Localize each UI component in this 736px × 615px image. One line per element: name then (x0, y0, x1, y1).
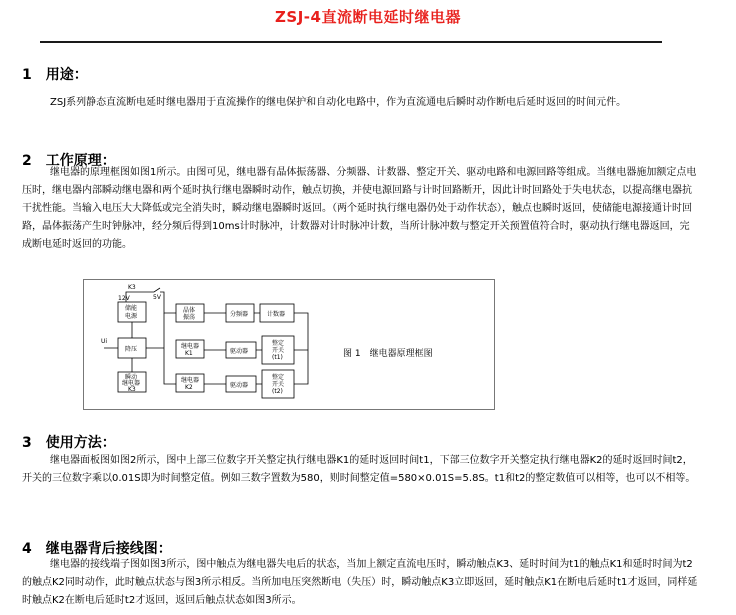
diagram-label-storage-1: 储能 (125, 305, 138, 312)
section-2-heading: 2 工作原理： (22, 153, 116, 169)
section-4-body: 继电器的接线端子图如图3所示，图中触点为继电器失电后的状态，当加上额定直流电压时，瞬动触点K3、延时时间为t1的触点K1和延时时间为t2的触点K2同时动作，此时触点状态与图3所示相反。当所加电压突然断电（失压）时，瞬动触点K3立即返回，延时触点K1在断电后延时t1才返回，同样延时触点K2在断电后延时t2才返回，返回后触点状态如图3所示。 (22, 559, 698, 606)
diagram-label-set1-1: 整定 (272, 340, 285, 347)
section-1-heading: 1 用途： (22, 67, 88, 83)
diagram-label-set2-3: (t2) (272, 388, 283, 395)
diagram-label-5v: 5V (153, 294, 161, 301)
diagram-label-k1-1: 继电器 (181, 343, 200, 350)
section-3-body: 继电器面板图如图2所示，图中上部三位数字开关整定执行继电器K1的延时返回时间t1，下部三位数字开关整定执行继电器K2的延时返回时间t2，开关的三位数字乘以0.01S即为时间整定值。例如三数字置数为580，则时间整定值=580×0.01S=5.8S。t1和t2的整定数值可以相等，也可以不相等。 (22, 455, 696, 484)
figure-1-caption: 图 1 继电器原理框图 (343, 349, 433, 359)
diagram-label-crystal-1: 晶体 (183, 307, 196, 314)
diagram-label-k2-2: K2 (185, 384, 193, 391)
diagram-label-set2-2: 开关 (272, 381, 285, 388)
diagram-label-instant-1: 瞬动 (125, 374, 138, 381)
diagram-label-storage-2: 电源 (125, 313, 138, 320)
diagram-label-12v: 12V (118, 295, 130, 302)
title-rule (40, 41, 662, 43)
diagram-label-drive2: 驱动器 (230, 382, 249, 389)
diagram-label-counter: 计数器 (267, 311, 286, 318)
diagram-label-drive1: 驱动器 (230, 348, 249, 355)
section-4-heading: 4 继电器背后接线图： (22, 541, 172, 557)
diagram-label-divider: 分频器 (230, 311, 249, 318)
diagram-label-k3: K3 (128, 284, 136, 291)
diagram-label-instant-3: K3 (128, 386, 136, 393)
section-3-heading: 3 使用方法： (22, 435, 116, 451)
diagram-label-k2-1: 继电器 (181, 377, 200, 384)
diagram-label-instant-2: 继电器 (122, 380, 141, 387)
diagram-label-crystal-2: 振荡 (183, 314, 196, 321)
section-2-body: 继电器的原理框图如图1所示。由图可见，继电器有晶体振荡器、分频器、计数器、整定开关、驱动电路和电源回路等组成。当继电器施加额定点电压时，继电器内部瞬动继电器和两个延时执行继电器瞬时动作，触点切换，并使电源回路与计时回路断开，因此计时回路处于失电状态，以提高继电器抗干扰性能。当输入电压大大降低或完全消失时，瞬动继电器瞬时返回。（两个延时执行继电器仍处于动作状态），触点也瞬时返回，使储能电源接通计时回路，晶体振荡产生时钟脉冲，经分频后得到10ms计时脉冲，计数器对计时脉冲计数，当所计脉冲数与整定开关预置值符合时，驱动执行继电器返回，完成断电延时返回的功能。 (22, 167, 697, 250)
figure-1-diagram (83, 279, 495, 410)
diagram-label-k1-2: K1 (185, 350, 193, 357)
diagram-label-set2-1: 整定 (272, 374, 285, 381)
diagram-label-set1-3: (t1) (272, 354, 283, 361)
diagram-label-reduce: 降压 (125, 346, 138, 353)
section-1-body: ZSJ系列静态直流断电延时继电器用于直流操作的继电保护和自动化电路中，作为直流通电后瞬时动作断电后延时返回的时间元件。 (50, 97, 627, 108)
diagram-label-set1-2: 开关 (272, 347, 285, 354)
diagram-label-ui: Ui (101, 338, 108, 345)
page-title: ZSJ-4直流断电延时继电器 (275, 8, 461, 26)
